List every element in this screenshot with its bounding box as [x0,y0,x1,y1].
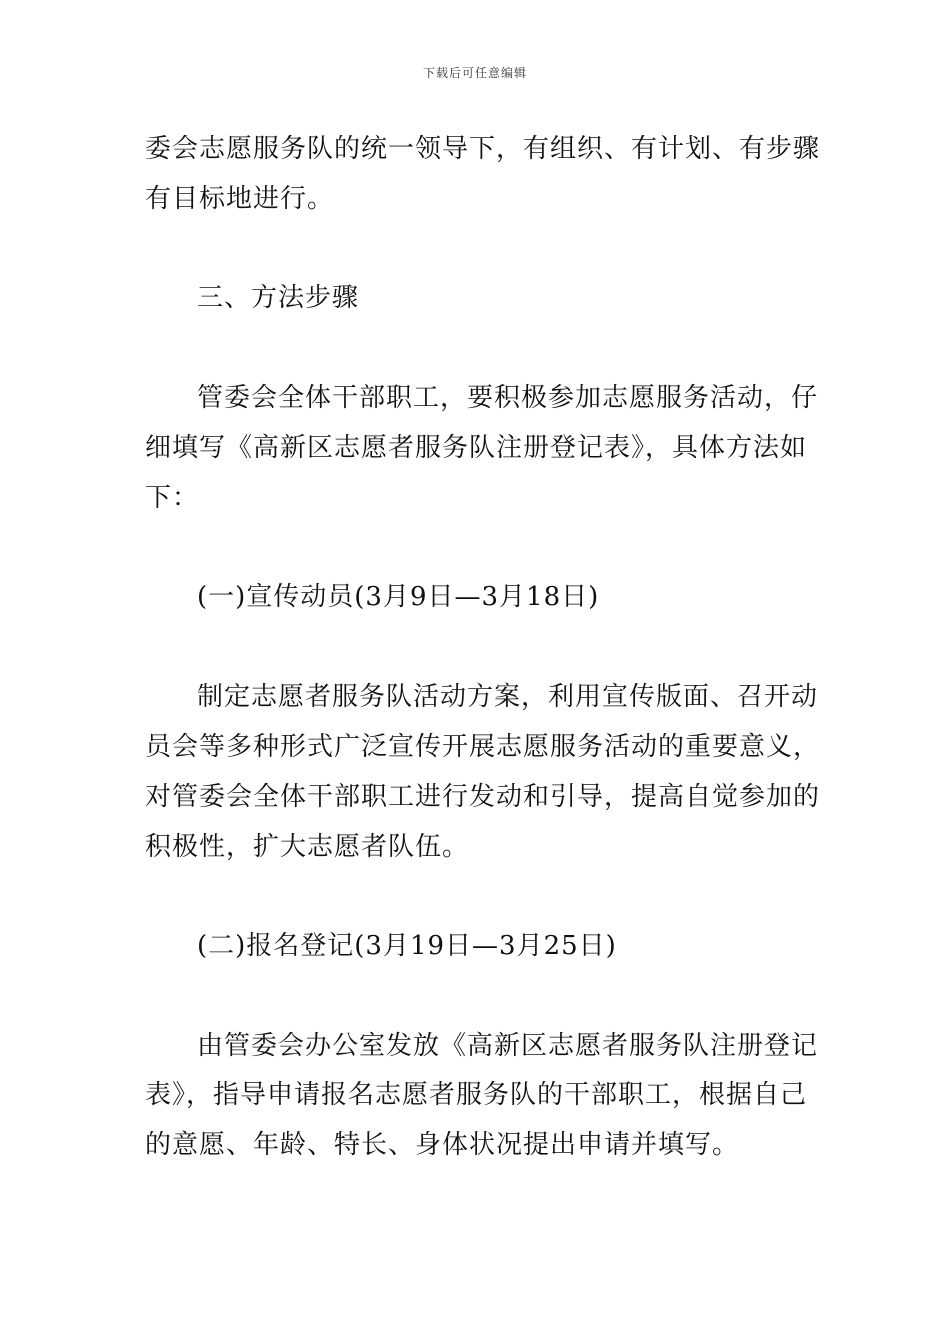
text-line: 委会志愿服务队的统一领导下，有组织、有计划、有步骤 [145,134,821,164]
text-line: 管委会全体干部职工，要积极参加志愿服务活动，仔 [197,383,819,413]
subsection-heading: (二)报名登记(3月19日—3月25日) [197,931,617,961]
section-heading: 三、方法步骤 [197,283,360,313]
text-line: 积极性，扩大志愿者队伍。 [145,832,470,862]
subsection-heading: (一)宣传动员(3月9日—3月18日) [197,582,600,612]
text-line: 有目标地进行。 [145,184,335,214]
text-line: 的意愿、年龄、特长、身体状况提出申请并填写。 [145,1130,740,1160]
text-line: 制定志愿者服务队活动方案，利用宣传版面、召开动 [197,682,819,712]
page-header: 下载后可任意编辑 [422,66,527,80]
text-line: 对管委会全体干部职工进行发动和引导，提高自觉参加的 [145,782,821,812]
text-line: 细填写《高新区志愿者服务队注册登记表》，具体方法如 [145,433,808,463]
text-line: 由管委会办公室发放《高新区志愿者服务队注册登记 [197,1031,819,1061]
text-line: 员会等多种形式广泛宣传开展志愿服务活动的重要意义， [145,732,821,762]
text-line: 表》，指导申请报名志愿者服务队的干部职工，根据自己 [145,1080,808,1110]
text-line: 下： [145,483,200,513]
